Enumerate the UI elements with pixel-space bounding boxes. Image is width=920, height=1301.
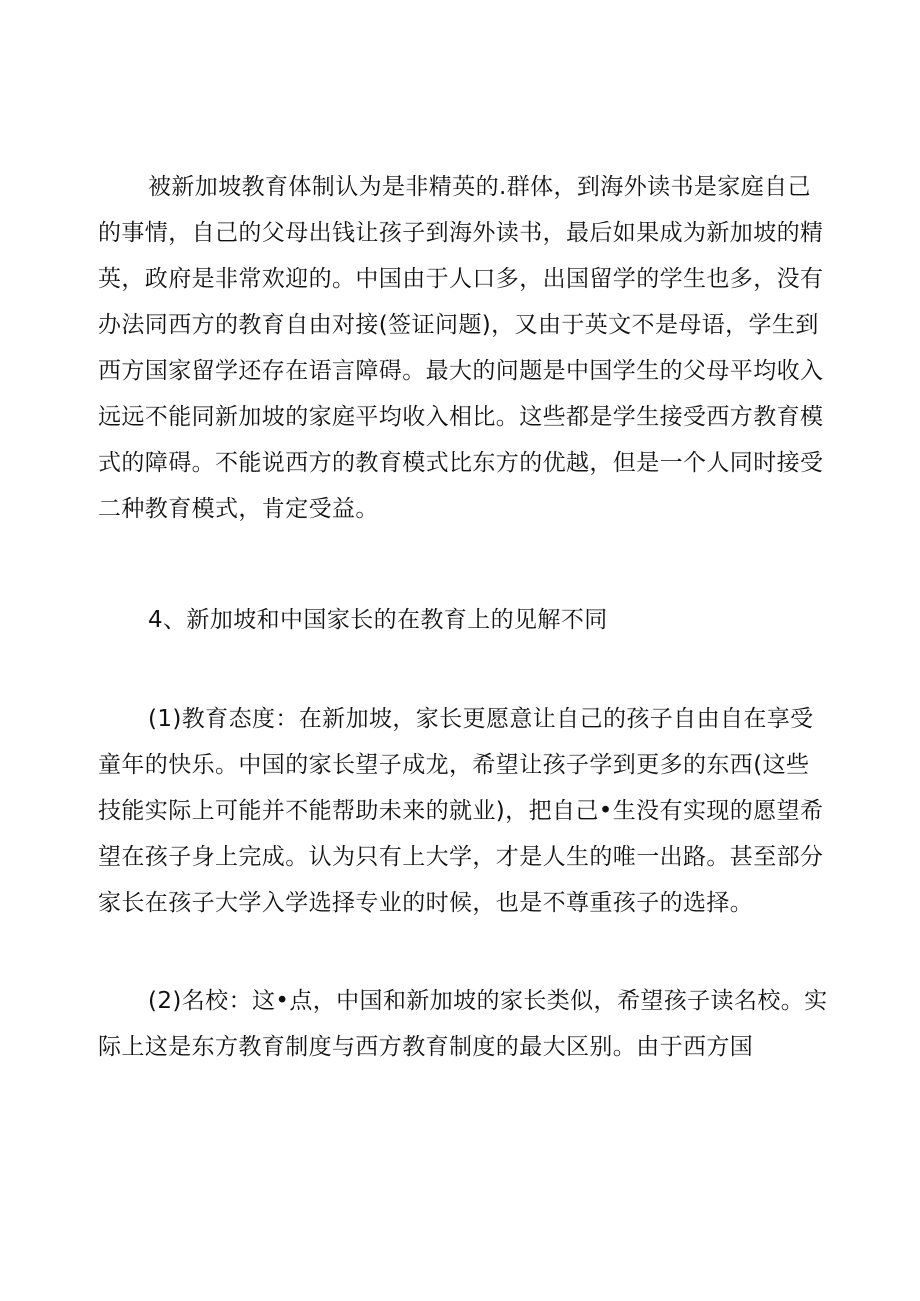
paragraph-1-line-1: 被新加坡教育体制认为是非精英的.群体，到海外读书是家庭自己 xyxy=(148,174,811,200)
paragraph-1-line-5: 西方国家留学还存在语言障碍。最大的问题是中国学生的父母平均收入 xyxy=(98,358,824,384)
paragraph-1-line-6: 远远不能同新加坡的家庭平均收入相比。这些都是学生接受西方教育模 xyxy=(98,404,824,430)
paragraph-2-line-2: 童年的快乐。中国的家长望子成龙，希望让孩子学到更多的东西(这些 xyxy=(98,752,810,778)
paragraph-3-line-1: (2)名校：这•点，中国和新加坡的家长类似，希望孩子读名校。实 xyxy=(148,988,828,1014)
paragraph-2-line-3: 技能实际上可能并不能帮助未来的就业)，把自己•生没有实现的愿望希 xyxy=(98,798,824,824)
paragraph-2-line-4: 望在孩子身上完成。认为只有上大学，才是人生的唯一出路。甚至部分 xyxy=(98,844,824,870)
section-heading: 4、新加坡和中国家长的在教育上的见解不同 xyxy=(148,607,608,633)
paragraph-1-line-3: 英，政府是非常欢迎的。中国由于人口多，出国留学的学生也多，没有 xyxy=(98,266,824,292)
paragraph-1-line-8: 二种教育模式，肯定受益。 xyxy=(98,496,379,522)
paragraph-3-line-2: 际上这是东方教育制度与西方教育制度的最大区别。由于西方国 xyxy=(98,1034,754,1060)
paragraph-1-line-7: 式的障碍。不能说西方的教育模式比东方的优越，但是一个人同时接受 xyxy=(98,450,824,476)
paragraph-2-line-1: (1)教育态度：在新加坡，家长更愿意让自己的孩子自由自在享受 xyxy=(148,706,814,732)
paragraph-1-line-2: 的事情，自己的父母出钱让孩子到海外读书，最后如果成为新加坡的精 xyxy=(98,220,824,246)
paragraph-1-line-4: 办法同西方的教育自由对接(签证问题)，又由于英文不是母语，学生到 xyxy=(98,312,819,338)
paragraph-2-line-5: 家长在孩子大学入学选择专业的时候，也是不尊重孩子的选择。 xyxy=(98,890,754,916)
